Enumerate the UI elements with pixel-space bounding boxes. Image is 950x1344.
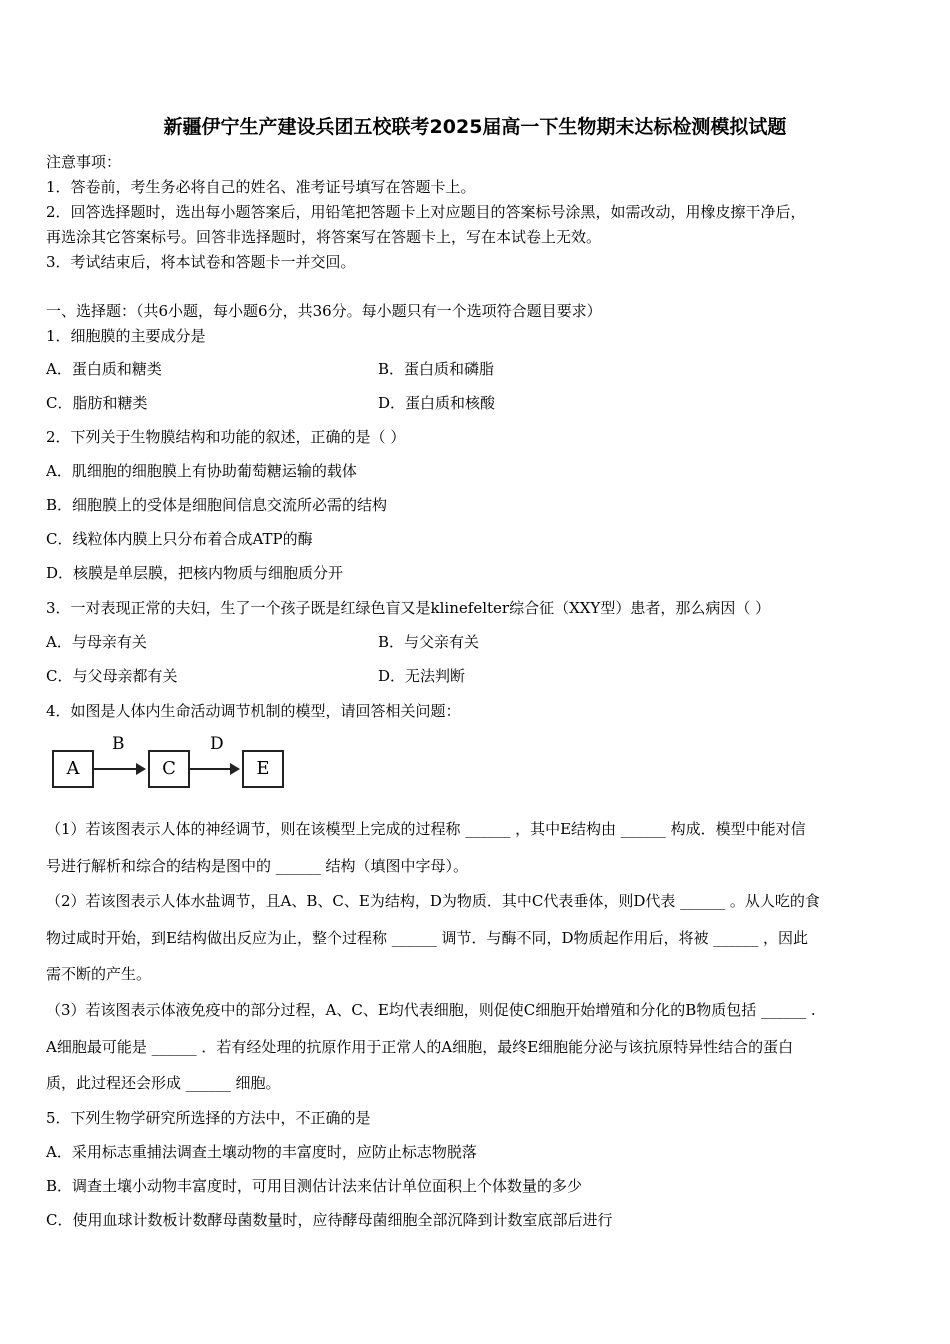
question-3-option-d: D．无法判断 <box>378 667 466 685</box>
notice-item-2: 2．回答选择题时，选出每小题答案后，用铅笔把答题卡上对应题目的答案标号涂黑，如需改动，用橡皮擦干净后， <box>46 203 806 221</box>
question-2-option-b: B．细胞膜上的受体是细胞间信息交流所必需的结构 <box>46 496 388 514</box>
question-4-part-2-end: 需不断的产生。 <box>46 965 152 983</box>
question-5-option-c: C．使用血球计数板计数酵母菌数量时，应待酵母菌细胞全部沉降到计数室底部后进行 <box>46 1211 613 1229</box>
diagram-box-e: E <box>242 750 284 788</box>
question-5-option-a: A．采用标志重捕法调查土壤动物的丰富度时，应防止标志物脱落 <box>46 1143 477 1161</box>
question-2-option-c: C．线粒体内膜上只分布着合成ATP的酶 <box>46 530 313 548</box>
question-1-stem: 1．细胞膜的主要成分是 <box>46 327 206 345</box>
regulation-model-diagram <box>52 734 292 794</box>
question-2-option-a: A．肌细胞的细胞膜上有协助葡萄糖运输的载体 <box>46 462 357 480</box>
question-4-part-3-end: 质，此过程还会形成 ______ 细胞。 <box>46 1074 281 1092</box>
question-4-part-1-cont: 号进行解析和综合的结构是图中的 ______ 结构（填图中字母）。 <box>46 857 469 875</box>
diagram-box-c: C <box>148 750 190 788</box>
question-2-option-d: D．核膜是单层膜，把核内物质与细胞质分开 <box>46 564 344 582</box>
question-4-part-3-cont: A细胞最可能是 ______ ．若有经处理的抗原作用于正常人的A细胞，最终E细胞能分泌与该抗原特异性结合的蛋白 <box>46 1038 794 1056</box>
diagram-arrow-1-line <box>94 768 138 770</box>
diagram-box-a: A <box>52 750 94 788</box>
notice-heading: 注意事项： <box>46 153 122 171</box>
question-4-part-1: （1）若该图表示人体的神经调节，则在该模型上完成的过程称 ______ ，其中E结构由 ______ 构成．模型中能对信 <box>46 820 806 838</box>
diagram-arrow-2-line <box>190 768 232 770</box>
question-3-option-c: C．与父母亲都有关 <box>46 667 178 685</box>
question-3-stem: 3．一对表现正常的夫妇，生了一个孩子既是红绿色盲又是klinefelter综合征（XXY型）患者，那么病因（ ） <box>46 599 771 617</box>
notice-item-2-cont: 再选涂其它答案标号。回答非选择题时，将答案写在答题卡上，写在本试卷上无效。 <box>46 228 602 246</box>
diagram-arrow-1-icon <box>136 763 146 775</box>
diagram-arrow-label-d: D <box>210 734 224 754</box>
question-4-part-3: （3）若该图表示体液免疫中的部分过程，A、C、E均代表细胞，则促使C细胞开始增殖和分化的B物质包括 ______ . <box>46 1001 816 1019</box>
question-1-option-c: C．脂肪和糖类 <box>46 394 148 412</box>
notice-item-1: 1．答卷前，考生务必将自己的姓名、准考证号填写在答题卡上。 <box>46 178 476 196</box>
question-1-option-d: D．蛋白质和核酸 <box>378 394 496 412</box>
question-1-option-a: A．蛋白质和糖类 <box>46 360 162 378</box>
question-3-option-a: A．与母亲有关 <box>46 633 147 651</box>
question-5-option-b: B．调查土壤小动物丰富度时，可用目测估计法来估计单位面积上个体数量的多少 <box>46 1177 583 1195</box>
question-4-part-2: （2）若该图表示人体水盐调节，且A、B、C、E为结构，D为物质．其中C代表垂体，则D代表 ______ 。从人吃的食 <box>46 892 820 910</box>
question-2-stem: 2．下列关于生物膜结构和功能的叙述，正确的是（ ） <box>46 428 406 446</box>
question-1-option-b: B．蛋白质和磷脂 <box>378 360 495 378</box>
question-3-option-b: B．与父亲有关 <box>378 633 480 651</box>
section-heading: 一、选择题：（共6小题，每小题6分，共36分。每小题只有一个选项符合题目要求） <box>46 302 602 320</box>
question-5-stem: 5．下列生物学研究所选择的方法中，不正确的是 <box>46 1109 371 1127</box>
question-4-stem: 4．如图是人体内生命活动调节机制的模型，请回答相关问题： <box>46 702 461 720</box>
notice-item-3: 3．考试结束后，将本试卷和答题卡一并交回。 <box>46 253 356 271</box>
diagram-arrow-2-icon <box>230 763 240 775</box>
exam-title: 新疆伊宁生产建设兵团五校联考2025届高一下生物期末达标检测模拟试题 <box>163 116 787 138</box>
question-4-part-2-cont: 物过咸时开始，到E结构做出反应为止，整个过程称 ______ 调节．与酶不同，D物质起作用后，将被 ______ ，因此 <box>46 929 809 947</box>
diagram-arrow-label-b: B <box>112 734 125 754</box>
